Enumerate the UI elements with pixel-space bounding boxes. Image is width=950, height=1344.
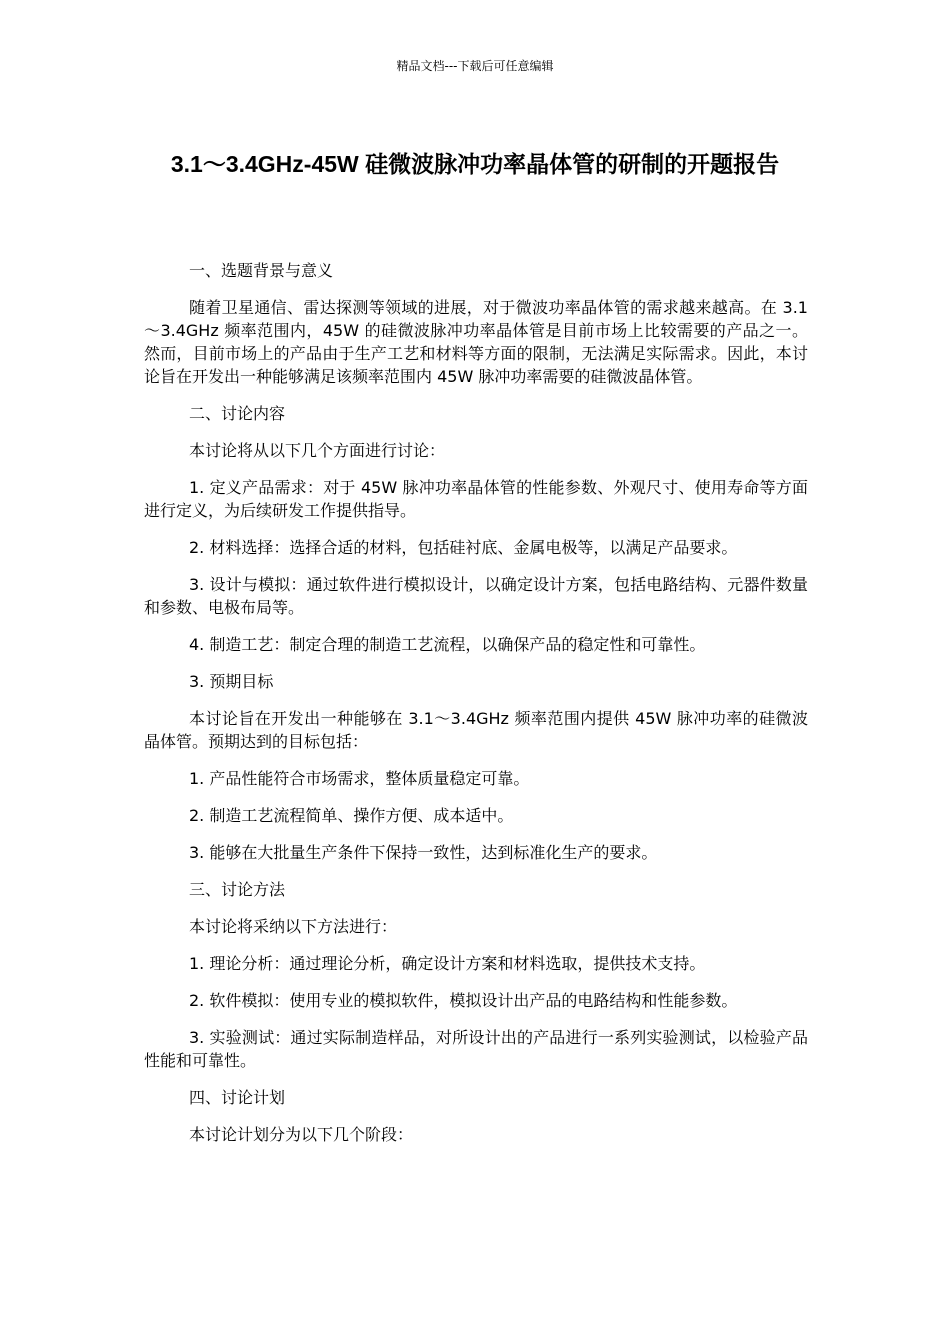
page-header: 精品文档---下载后可任意编辑 xyxy=(396,59,554,73)
document-body xyxy=(144,259,808,1160)
list-item-content-4: 4. 制造工艺：制定合理的制造工艺流程，以确保产品的稳定性和可靠性。 xyxy=(189,635,706,654)
list-item-content-3: 3. 设计与模拟：通过软件进行模拟设计，以确定设计方案，包括电路结构、元器件数量和参数、电极布局等。 xyxy=(144,575,808,617)
list-item-content-2: 2. 材料选择：选择合适的材料，包括硅衬底、金属电极等，以满足产品要求。 xyxy=(189,538,738,557)
paragraph-goals-intro: 本讨论旨在开发出一种能够在 3.1～3.4GHz 频率范围内提供 45W 脉冲功率的硅微波晶体管。预期达到的目标包括： xyxy=(144,709,808,751)
section-heading-plan: 四、讨论计划 xyxy=(189,1088,286,1107)
list-item-method-1: 1. 理论分析：通过理论分析，确定设计方案和材料选取，提供技术支持。 xyxy=(189,954,706,973)
list-item-content-1: 1. 定义产品需求：对于 45W 脉冲功率晶体管的性能参数、外观尺寸、使用寿命等方面进行定义，为后续研发工作提供指导。 xyxy=(144,478,808,520)
list-item-goal-2: 2. 制造工艺流程简单、操作方便、成本适中。 xyxy=(189,806,514,825)
section-heading-methods: 三、讨论方法 xyxy=(189,880,286,899)
list-item-goal-1: 1. 产品性能符合市场需求，整体质量稳定可靠。 xyxy=(189,769,530,788)
section-heading-background: 一、选题背景与意义 xyxy=(189,261,334,280)
list-item-goal-3: 3. 能够在大批量生产条件下保持一致性，达到标准化生产的要求。 xyxy=(189,843,658,862)
section-heading-content: 二、讨论内容 xyxy=(189,404,286,423)
paragraph-plan-intro: 本讨论计划分为以下几个阶段： xyxy=(189,1125,414,1144)
paragraph-content-intro: 本讨论将从以下几个方面进行讨论： xyxy=(189,441,446,460)
paragraph-methods-intro: 本讨论将采纳以下方法进行： xyxy=(189,917,398,936)
document-title: 3.1～3.4GHz-45W 硅微波脉冲功率晶体管的研制的开题报告 xyxy=(170,151,780,177)
list-item-method-2: 2. 软件模拟：使用专业的模拟软件，模拟设计出产品的电路结构和性能参数。 xyxy=(189,991,738,1010)
section-heading-goals: 3. 预期目标 xyxy=(189,672,274,691)
list-item-method-3: 3. 实验测试：通过实际制造样品，对所设计出的产品进行一系列实验测试，以检验产品性能和可靠性。 xyxy=(144,1028,808,1070)
paragraph-background: 随着卫星通信、雷达探测等领域的进展，对于微波功率晶体管的需求越来越高。在 3.1～3.4GHz 频率范围内，45W 的硅微波脉冲功率晶体管是目前市场上比较需要的产品之一。然而，目前市场上的产品由于生产工艺和材料等方面的限制，无法满足实际需求。因此，本讨论旨在开发出一种能够满足该频率范围内 45W 脉冲功率需要的硅微波晶体管。 xyxy=(144,298,808,386)
